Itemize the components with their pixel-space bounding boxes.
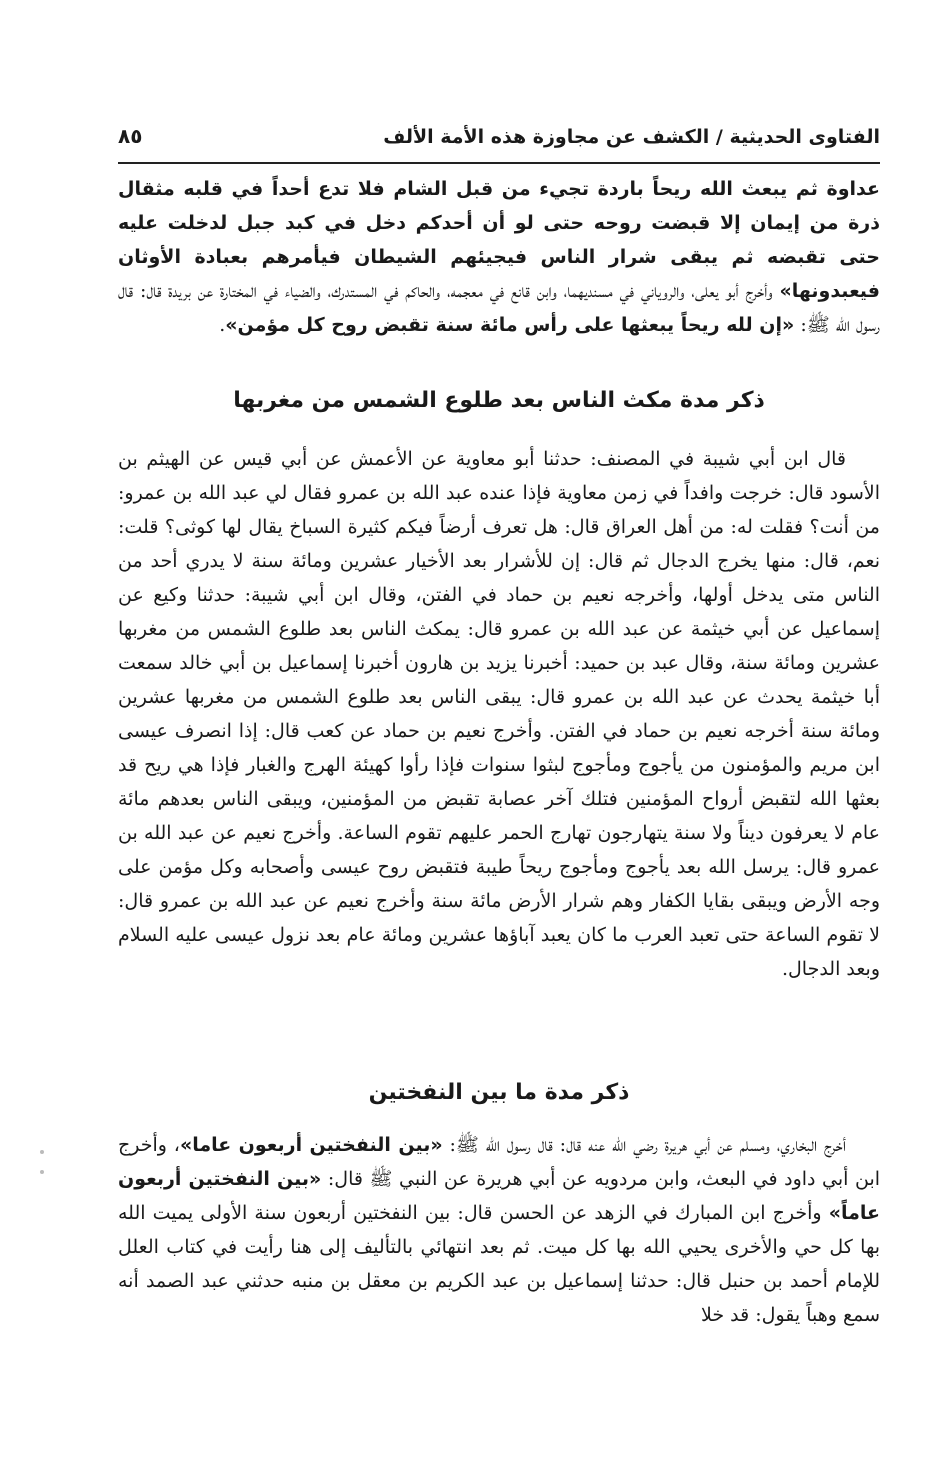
narration-text: وأخرج ابن المبارك في الزهد عن الحسن قال: بين النفختين أربعون سنة الأولى يميت الله بها كل حي والأخرى يحيي الله بها كل ميت. ثم بعد انتهائي بالتأليف إلى هنا رأيت في كتاب العلل للإمام أحمد بن حنبل قال: حدثنا إسماعيل بن عبد الكريم بن معقل بن منبه حدثني عبد الصمد أنه سمع وهباً يقول: قد خلا — [118, 1202, 880, 1326]
page-number: ٨٥ — [118, 124, 143, 148]
paragraph-2: قال ابن أبي شيبة في المصنف: حدثنا أبو معاوية عن الأعمش عن أبي قيس عن الهيثم بن الأسود قال: خرجت وافداً في زمن معاوية فإذا عنده عبد الله بن عمرو فقال لي عبد الله بن عمرو: من أنت؟ فقلت له: من أهل العراق قال: هل تعرف أرضاً فيكم كثيرة السباخ يقال لها كوثى؟ قلت: نعم، قال: منها يخرج الدجال ثم قال: إن للأشرار بعد الأخيار عشرين ومائة سنة لا يدري أحد من الناس متى يدخل أولها، وأخرجه نعيم بن حماد في الفتن، وقال ابن أبي شيبة: حدثنا وكيع عن إسماعيل عن أبي خيثمة عن عبد الله بن عمرو قال: يمكث الناس بعد طلوع الشمس من مغربها عشرين ومائة سنة، وقال عبد بن حميد: أخبرنا يزيد بن هارون أخبرنا إسماعيل بن أبي خالد سمعت أبا خيثمة يحدث عن عبد الله بن عمرو قال: يبقى الناس بعد طلوع الشمس من مغربها عشرين ومائة سنة أخرجه نعيم بن حماد في الفتن. وأخرج نعيم بن حماد عن كعب قال: إذا انصرف عيسى ابن مريم والمؤمنون من يأجوج ومأجوج لبثوا سنوات فإذا رأوا كهيئة الهرج والغبار فإذا هي ريح قد بعثها الله لتقبض أرواح المؤمنين فتلك آخر عصابة تقبض من المؤمنين، ويبقى الناس بعدهم مائة عام لا يعرفون ديناً ولا سنة يتهارجون تهارج الحمر عليهم تقوم الساعة. وأخرج نعيم عن عبد الله بن عمرو قال: يرسل الله بعد يأجوج ومأجوج ريحاً طيبة فتقبض روح عيسى وأصحابه وكل مؤمن على وجه الأرض ويبقى بقايا الكفار وهم شرار الأرض مائة سنة وأخرج نعيم عن عبد الله بن عمرو قال: لا تقوم الساعة حتى تعبد العرب ما كان يعبد آباؤها عشرين ومائة عام بعد نزول عيسى عليه السلام وبعد الدجال. — [118, 448, 880, 980]
running-title: الفتاوى الحديثية / الكشف عن مجاوزة هذه الأمة الألف — [383, 126, 880, 148]
hadith-quote: «بين النفختين أربعون عاما» — [179, 1134, 443, 1156]
hadith-quote: «إن لله ريحاً يبعثها على رأس مائة سنة تقبض روح كل مؤمن» — [225, 314, 795, 336]
hadith-text: عداوة ثم يبعث الله ريحاً باردة تجيء من قبل الشام فلا تدع أحداً في قلبه مثقال ذرة من إيمان إلا قبضت روحه حتى لو أن أحدكم دخل في كبد جبل لدخلت عليه حتى تقبضه ثم يبقى شرار الناس فيجيئهم الشيطان فيأمرهم بعبادة الأوثان فيعبدونها» — [118, 178, 880, 302]
narration-text: أخرج البخاري، ومسلم عن أبي هريرة رضي الله عنه قال: قال رسول الله ﷺ: — [442, 1134, 846, 1156]
narration-text: ، وأخرج ابن أبي داود في البعث، وابن مردويه عن أبي هريرة عن النبي ﷺ قال: — [118, 1134, 881, 1190]
paragraph-1 — [118, 172, 880, 342]
paragraph-end: . — [219, 314, 226, 336]
page-header — [118, 122, 880, 158]
scan-mark — [40, 1150, 44, 1154]
hadith-quote: «بين النفختين أربعون عاماً» — [118, 1168, 880, 1224]
section-heading-2: ذكر مدة ما بين النفختين — [368, 1080, 630, 1105]
scan-mark — [40, 1170, 44, 1174]
section-heading-1: ذكر مدة مكث الناس بعد طلوع الشمس من مغربها — [233, 388, 765, 413]
narration-text: وأخرج أبو يعلى، والروياني في مسنديهما، وابن قانع في معجمه، والحاكم في المستدرك، والضياء في المختارة عن بريدة قال: قال رسول الله ﷺ: — [118, 280, 880, 336]
paragraph-3 — [118, 1128, 880, 1332]
header-rule — [118, 162, 880, 164]
